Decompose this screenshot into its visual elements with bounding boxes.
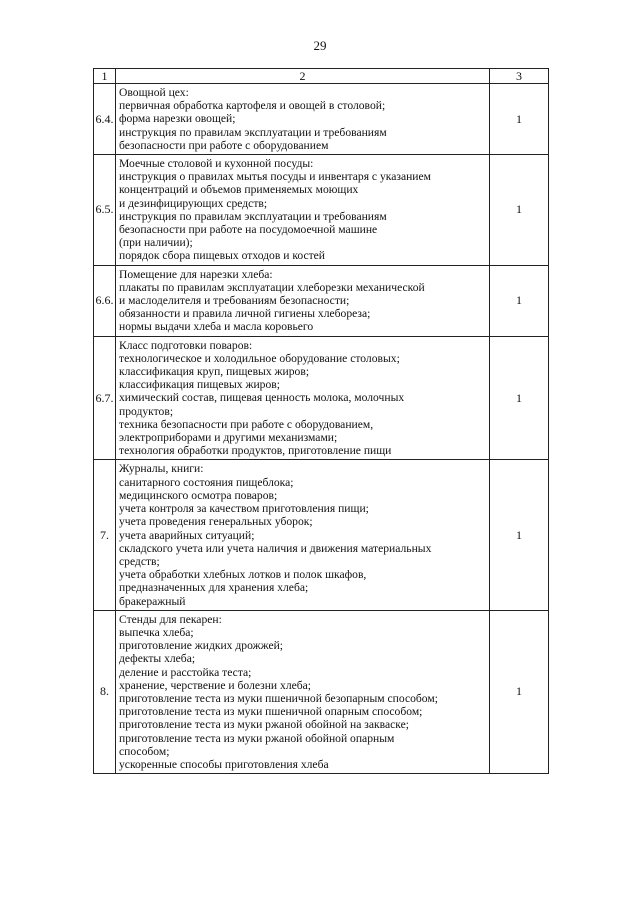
- row-title: Моечные столовой и кухонной посуды:: [119, 157, 314, 171]
- row-item: способом;: [119, 744, 170, 758]
- row-quantity: 1: [490, 460, 549, 610]
- row-item: приготовление жидких дрожжей;: [119, 639, 284, 653]
- row-item: деление и расстойка теста;: [119, 665, 252, 679]
- row-item: учета обработки хлебных лотков и полок шкафов,: [119, 568, 367, 582]
- row-item: электроприборами и другими механизмами;: [119, 431, 338, 445]
- row-content: [116, 155, 490, 266]
- row-item: учета контроля за качеством приготовления пищи;: [119, 502, 369, 516]
- row-item: первичная обработка картофеля и овощей в столовой;: [119, 99, 386, 113]
- row-item: приготовление теста из муки ржаной обойной опарным: [119, 731, 395, 745]
- row-item: бракеражный: [119, 594, 186, 608]
- row-quantity: 1: [490, 265, 549, 336]
- row-item: нормы выдачи хлеба и масла коровьего: [119, 320, 314, 334]
- row-item: санитарного состояния пищеблока;: [119, 475, 294, 489]
- row-item: безопасности при работе с оборудованием: [119, 138, 329, 152]
- row-number: 6.7.: [94, 336, 116, 460]
- table-row: [94, 336, 549, 460]
- row-item: форма нарезки овощей;: [119, 112, 236, 126]
- row-item: химический состав, пищевая ценность молока, молочных: [119, 391, 405, 405]
- row-item: (при наличии);: [119, 236, 193, 250]
- row-content: [116, 336, 490, 460]
- row-number: 6.5.: [94, 155, 116, 266]
- row-item: приготовление теста из муки пшеничной опарным способом;: [119, 705, 423, 719]
- row-item: дефекты хлеба;: [119, 652, 196, 666]
- row-item: приготовление теста из муки ржаной обойной на закваске;: [119, 718, 409, 732]
- row-title: Овощной цех:: [119, 86, 189, 99]
- row-content: [116, 460, 490, 610]
- row-item: безопасности при работе на посудомоечной машине: [119, 223, 378, 237]
- row-item: ускоренные способы приготовления хлеба: [119, 757, 329, 771]
- column-header-2: 2: [116, 69, 490, 84]
- table-row: [94, 155, 549, 266]
- table-row: [94, 84, 549, 155]
- row-item: плакаты по правилам эксплуатации хлеборезки механической: [119, 280, 425, 294]
- table-row: [94, 610, 549, 773]
- row-content: [116, 84, 490, 155]
- row-item: учета проведения генеральных уборок;: [119, 515, 313, 529]
- row-number: 6.4.: [94, 84, 116, 155]
- row-content: [116, 610, 490, 773]
- row-item: хранение, черствение и болезни хлеба;: [119, 678, 312, 692]
- row-quantity: 1: [490, 336, 549, 460]
- column-header-3: 3: [490, 69, 549, 84]
- row-title: Журналы, книги:: [119, 462, 204, 476]
- column-header-1: 1: [94, 69, 116, 84]
- row-title: Стенды для пекарен:: [119, 612, 222, 626]
- table-row: [94, 265, 549, 336]
- row-item: и маслоделителя и требованиям безопасности;: [119, 294, 350, 308]
- row-item: продуктов;: [119, 404, 174, 418]
- row-item: и дезинфицирующих средств;: [119, 196, 268, 210]
- row-item: учета аварийных ситуаций;: [119, 528, 255, 542]
- row-content: [116, 265, 490, 336]
- row-item: концентраций и объемов применяемых моющих: [119, 183, 359, 197]
- row-item: средств;: [119, 554, 160, 568]
- table-header-row: [94, 69, 549, 84]
- equipment-table: [93, 68, 549, 774]
- row-title: Помещение для нарезки хлеба:: [119, 267, 273, 281]
- row-item: инструкция по правилам эксплуатации и требованиям: [119, 125, 387, 139]
- row-item: инструкция о правилах мытья посуды и инвентаря с указанием: [119, 170, 431, 184]
- row-quantity: 1: [490, 610, 549, 773]
- row-item: технологическое и холодильное оборудование столовых;: [119, 351, 400, 365]
- row-quantity: 1: [490, 84, 549, 155]
- row-title: Класс подготовки поваров:: [119, 338, 253, 352]
- row-item: техника безопасности при работе с оборудованием,: [119, 417, 374, 431]
- row-item: складского учета или учета наличия и движения материальных: [119, 541, 432, 555]
- row-item: технология обработки продуктов, приготовление пищи: [119, 444, 392, 458]
- page-number: 29: [313, 38, 327, 53]
- row-item: классификация пищевых жиров;: [119, 378, 280, 392]
- row-item: инструкция по правилам эксплуатации и требованиям: [119, 209, 387, 223]
- row-item: медицинского осмотра поваров;: [119, 488, 278, 502]
- row-item: классификация круп, пищевых жиров;: [119, 365, 310, 379]
- table-row: [94, 460, 549, 610]
- row-item: приготовление теста из муки пшеничной безопарным способом;: [119, 691, 438, 705]
- row-number: 8.: [94, 610, 116, 773]
- row-number: 6.6.: [94, 265, 116, 336]
- row-quantity: 1: [490, 155, 549, 266]
- row-number: 7.: [94, 460, 116, 610]
- row-item: порядок сбора пищевых отходов и костей: [119, 249, 326, 263]
- row-item: предназначенных для хранения хлеба;: [119, 581, 309, 595]
- table-body: [94, 84, 549, 774]
- row-item: обязанности и правила личной гигиены хлебореза;: [119, 307, 371, 321]
- row-item: выпечка хлеба;: [119, 625, 194, 639]
